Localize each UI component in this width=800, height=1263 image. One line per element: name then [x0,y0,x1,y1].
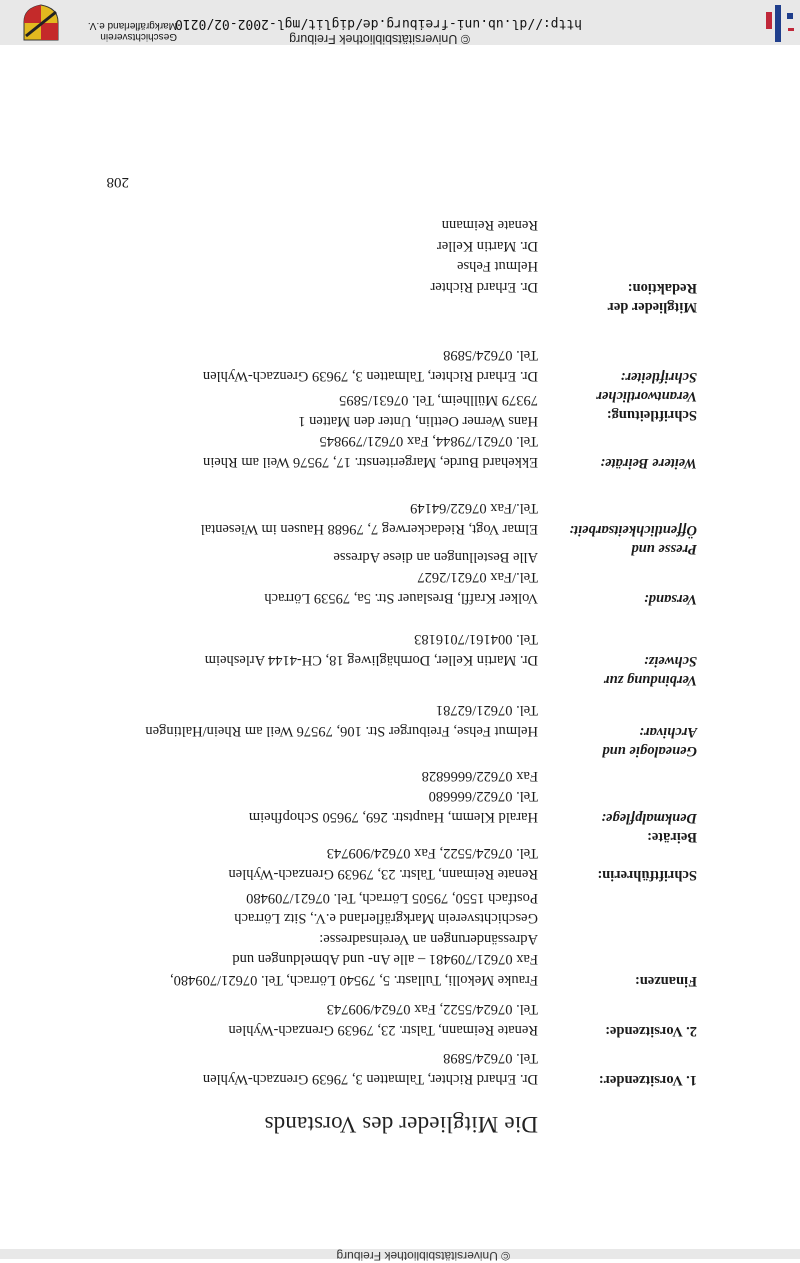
entry-role-label [579,808,697,846]
entry-line: Tel./Fax 07622/64149 [410,500,538,517]
role-label-line: Genealogie und [602,743,697,759]
entry-details [98,629,538,670]
role-label-line: Versand: [643,591,697,607]
entry-line: Harald Klemm, Hauptstr. 269, 79650 Schopfheim [248,809,538,825]
entry-role-label [579,1070,697,1089]
entry-line: Tel. 07624/5522, Fax 07624/909743 [326,1001,538,1018]
role-label-line: Beiräte: [647,829,697,845]
entry-line: Helmut Fehse, Freiburger Str. 106, 79576 Weil am Rhein/Haltingen [145,723,538,739]
role-label-line: Redaktion: [627,280,697,296]
entry-line: Tel. 07621/79844, Fax 07621/799845 [319,433,538,450]
entry-line: Postfach 1550, 79505 Lörrach, Tel. 07621/709480 [246,890,538,906]
role-label-line: Denkmalpflege: [601,810,697,826]
role-label-line: Mitglieder der [607,299,697,315]
entry-line: Hans Werner Oettlin, Unter den Matten 1 [298,413,538,429]
entry-line: Frauke Mekolli, Tullastr. 5, 79540 Lörrach, Tel. 07621/709480, [169,972,538,988]
page-number: 208 [106,174,129,190]
entry-details [98,843,538,884]
role-label-line: Schweiz: [643,653,697,669]
society-line-1: Geschichtsverein [100,31,177,42]
footer-bar [0,0,800,45]
entry-role-label [579,722,697,760]
entry-line: Alle Bestellungen an diese Adresse [333,549,538,565]
entry-role-label [579,589,697,608]
entry-role-label [579,971,697,990]
role-label-line: Verbindung zur [603,672,697,688]
entry-line: Geschichtsverein Markgräflerland e.V., Sitz Lörrach [234,910,538,927]
role-label-line: Presse und [631,541,697,557]
entry-details [98,547,538,609]
entry-line: Dr. Martin Keller, Dornhägliweg 18, CH-4144 Arlesheim [204,652,538,668]
entry-details [98,345,538,386]
role-label-line: Archivar: [639,724,697,740]
role-label-line: Verantwortlicher [596,388,697,404]
entry-role-label [579,1021,697,1040]
page-title: Die Mitglieder des Vorstands [264,1112,538,1137]
copyright-top: © Universitätsbibliothek Freiburg [336,1249,510,1263]
entry-details [98,888,538,991]
entry-line: Elmar Vogt, Riedackerweg 7, 79688 Hausen im Wiesental [200,521,538,537]
entry-line: Volker Kraffl, Breslauer Str. 5a, 79539 Lörrach [264,590,538,606]
entry-details [98,700,538,741]
entry-line: Tel. 07624/5898 [443,1050,538,1067]
entry-line: Tel. 07624/5898 [443,347,538,364]
entry-line: Renate Reimann, Talstr. 23, 79639 Grenzach-Wyhlen [228,1022,538,1038]
entry-line: Renate Reimann, Talstr. 23, 79639 Grenzach-Wyhlen [228,866,538,882]
coat-of-arms-icon [22,4,60,42]
entry-details [98,1048,538,1089]
entry-line: Dr. Erhard Richter, Talmatten 3, 79639 Grenzach-Wyhlen [202,1071,538,1087]
entry-role-label [569,520,697,558]
role-label-line: Weitere Beiräte: [600,455,697,471]
entry-line: Tel. 07622/666680 [428,788,538,805]
entry-details [98,215,538,297]
university-library-logo-icon [754,3,798,43]
entry-role-label [579,865,697,884]
entry-details [98,390,538,472]
entry-role-label [579,278,697,316]
entry-line: Renate Reimann [441,217,538,234]
source-url: http://dl.ub.uni-freiburg.de/diglit/mgl-2002-02/0210 [175,16,582,31]
role-label-line: Schriftführerin: [597,867,697,883]
entry-details [98,999,538,1040]
entry-role-label [579,453,697,472]
entry-line: Tel./Fax 07621/2627 [417,569,538,586]
entry-line: Helmut Fehse [457,258,538,275]
entry-details [98,766,538,828]
entry-line: Adressänderungen an Vereinsadresse: [319,931,538,947]
society-name [62,20,177,42]
society-line-2: Markgräflerland e.V. [87,20,177,31]
role-label-line: Öffentlichkeitsarbeit: [569,522,697,538]
role-label-line: Schriftleitung: [606,407,697,423]
entry-line: Dr. Martin Keller [436,238,538,254]
role-label-line: 2. Vorsitzende: [605,1023,697,1039]
entry-line: Dr. Erhard Richter [430,279,538,295]
entry-line: Tel. 004161/7016183 [414,631,538,648]
entry-line: Fax 07622/6666828 [421,768,538,784]
entry-details [98,498,538,539]
entry-line: Dr. Erhard Richter, Talmatten 3, 79639 Grenzach-Wyhlen [202,368,538,384]
entry-line: 79379 Müllheim, Tel. 07631/5895 [339,392,538,409]
role-label-line: 1. Vorsitzender: [598,1072,697,1088]
entry-line: Tel. 07624/5522, Fax 07624/909743 [326,845,538,862]
entry-line: Tel. 07621/62781 [435,702,538,719]
entry-role-label [579,367,697,424]
entry-role-label [579,651,697,689]
top-strip [0,1249,800,1263]
role-label-line: Finanzen: [634,973,697,989]
entry-line: Ekkehard Burde, Margeritenstr. 17, 79576 Weil am Rhein [203,454,538,470]
entry-line: Fax 07621/709481 – alle An- und Abmeldungen und [232,951,538,968]
role-label-line: Schriftleiter: [620,369,697,385]
copyright-text: © Universitätsbibliothek Freiburg [289,32,470,46]
